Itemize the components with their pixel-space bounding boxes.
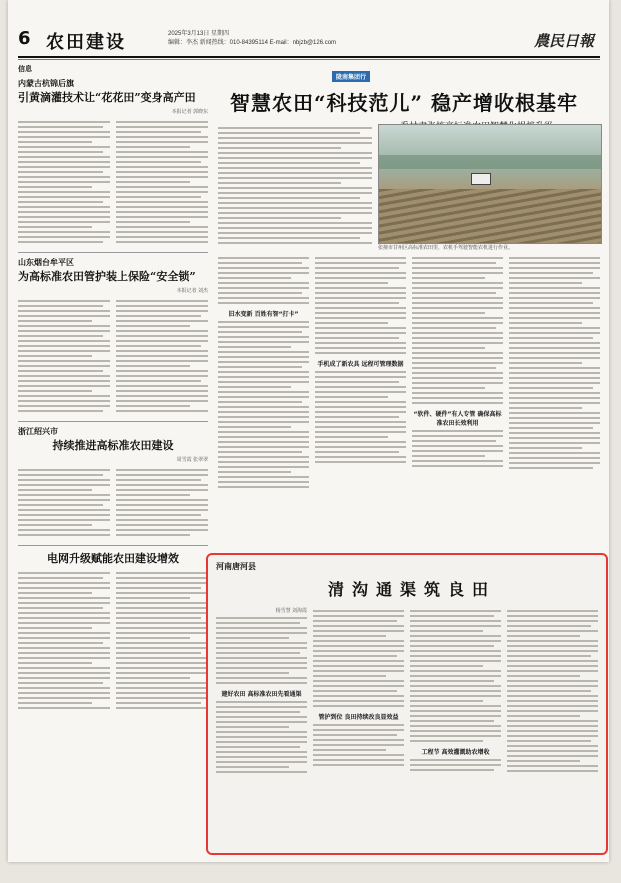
- page-number: 6: [18, 28, 31, 49]
- article-body: [18, 569, 208, 712]
- newspaper-page: [8, 0, 609, 862]
- divider: [18, 421, 208, 422]
- article-subhead: 管护到位 良田持续改良显效益: [318, 714, 399, 721]
- article-subtitle: 浙江绍兴市: [18, 427, 58, 436]
- feature-subhead: “软件、硬件”有人专管 确保高标准农田长效利用: [413, 411, 502, 427]
- section-title: 农田建设: [46, 32, 126, 53]
- masthead-rule-thin: [18, 59, 600, 60]
- article-subhead: 工程节 高效灌溉助农增收: [421, 749, 490, 756]
- article-body: [18, 118, 208, 246]
- article: [18, 426, 208, 539]
- article-headline: 清沟通渠筑良田: [328, 580, 497, 599]
- left-column: [18, 64, 208, 712]
- article-body: [216, 607, 598, 776]
- newspaper-logo: 農民日報: [533, 32, 594, 50]
- article: [18, 78, 208, 246]
- article-title: 引黄滴灌技术让“花花田”变身高产田: [18, 91, 196, 104]
- article: [18, 552, 208, 712]
- masthead-meta: [168, 30, 368, 48]
- article-subhead: 建好农田 高标准农田先看通渠: [221, 691, 302, 698]
- article-byline: 杨雪慧 刘海霞: [275, 608, 307, 614]
- tractor-icon: [471, 173, 491, 185]
- article-byline: 本报记者 刘杰: [176, 288, 208, 294]
- article-subtitle: 内蒙古杭锦后旗: [18, 79, 74, 88]
- feature-lead-text: [218, 124, 372, 247]
- photo-caption: 张掖市甘州区高标准农田里，农机手驾驶智能农机进行作业。: [378, 245, 514, 251]
- feature-title: 智慧农田“科技范儿” 稳产增收根基牢: [230, 91, 578, 115]
- masthead-date: 2025年3月13日 星期四: [168, 31, 230, 37]
- article-body: [18, 466, 208, 539]
- article: [18, 257, 208, 415]
- article-title: 为高标准农田管护装上保险“安全锁”: [18, 270, 196, 283]
- article-title: 持续推进高标准农田建设: [52, 439, 174, 452]
- farm-field-photo: [378, 124, 602, 244]
- column-kicker: 信息: [18, 65, 32, 73]
- article-byline: 周雪霞 张翠翠: [176, 457, 208, 463]
- divider: [18, 252, 208, 253]
- article-title: 电网升级赋能农田建设增效: [47, 552, 179, 565]
- article-region: 河南唐河县: [216, 562, 256, 571]
- article-body: [18, 297, 208, 415]
- masthead-rule: [18, 56, 600, 58]
- feature-article: [212, 64, 600, 427]
- feature-tag: 陇南集团行: [332, 71, 370, 82]
- feature-body: [218, 254, 600, 491]
- masthead: [18, 28, 600, 54]
- divider: [18, 545, 208, 546]
- feature-subhead: 手机成了新农具 远程可管理数据: [317, 361, 404, 368]
- masthead-contact: 编辑：李杰 新闻热线：010-84395114 E-mail：nbjzb@126.com: [168, 40, 337, 46]
- highlighted-article[interactable]: [206, 553, 608, 855]
- article-byline: 本报记者 郭晓东: [171, 109, 208, 115]
- article-subtitle: 山东烟台牟平区: [18, 258, 74, 267]
- feature-subhead: 旧水变新 百姓有智“打卡”: [228, 311, 299, 318]
